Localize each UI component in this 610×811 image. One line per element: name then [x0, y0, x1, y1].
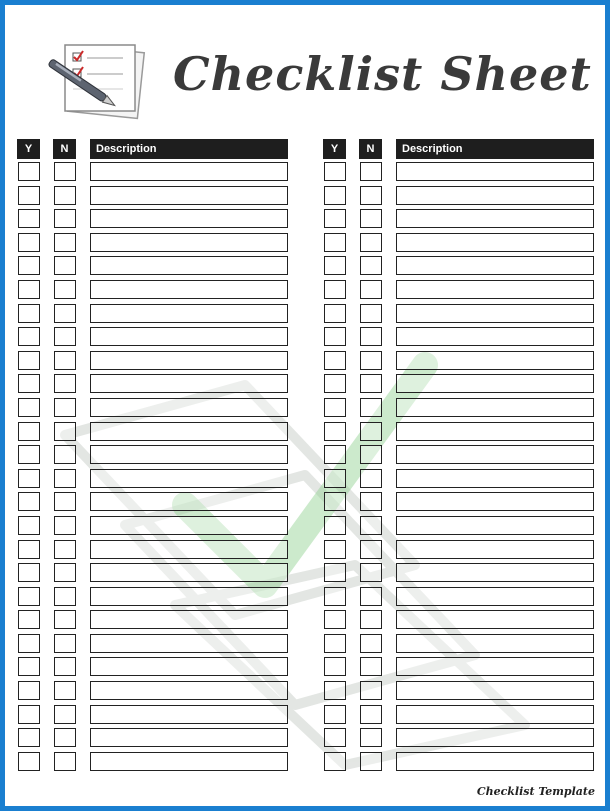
checklist-row [323, 657, 595, 681]
yes-checkbox[interactable] [18, 186, 40, 205]
description-field[interactable] [90, 256, 288, 275]
yes-checkbox[interactable] [324, 351, 346, 370]
description-field[interactable] [90, 233, 288, 252]
yes-checkbox[interactable] [324, 705, 346, 724]
checklist-row [17, 304, 289, 328]
no-checkbox[interactable] [54, 634, 76, 653]
no-checkbox[interactable] [54, 374, 76, 393]
checklist-row [17, 186, 289, 210]
no-checkbox[interactable] [54, 657, 76, 676]
description-field[interactable] [396, 233, 594, 252]
yes-checkbox[interactable] [324, 587, 346, 606]
checklist-row [17, 587, 289, 611]
checklist-row [323, 256, 595, 280]
yes-checkbox[interactable] [324, 752, 346, 771]
description-field[interactable] [396, 186, 594, 205]
description-field[interactable] [90, 563, 288, 582]
no-checkbox[interactable] [360, 162, 382, 181]
checklist-row [17, 374, 289, 398]
notepad-checklist-pen-icon [41, 39, 151, 121]
checklist-row [17, 233, 289, 257]
no-checkbox[interactable] [360, 422, 382, 441]
yes-checkbox[interactable] [18, 563, 40, 582]
yes-checkbox[interactable] [324, 657, 346, 676]
yes-checkbox[interactable] [18, 280, 40, 299]
description-field[interactable] [90, 752, 288, 771]
description-field[interactable] [396, 162, 594, 181]
description-field[interactable] [90, 657, 288, 676]
checklist-row [17, 705, 289, 729]
yes-checkbox[interactable] [324, 186, 346, 205]
yes-checkbox[interactable] [18, 398, 40, 417]
yes-checkbox[interactable] [324, 540, 346, 559]
description-field[interactable] [90, 374, 288, 393]
yes-checkbox[interactable] [18, 752, 40, 771]
description-field[interactable] [396, 728, 594, 747]
yes-column-header: Y [323, 139, 346, 159]
yes-checkbox[interactable] [324, 634, 346, 653]
checklist-row [323, 610, 595, 634]
no-checkbox[interactable] [54, 351, 76, 370]
checklist-row [323, 752, 595, 776]
description-field[interactable] [396, 681, 594, 700]
checklist-rows [323, 162, 595, 775]
checklist-row [323, 540, 595, 564]
no-checkbox[interactable] [360, 304, 382, 323]
yes-checkbox[interactable] [18, 492, 40, 511]
no-checkbox[interactable] [54, 610, 76, 629]
no-checkbox[interactable] [54, 681, 76, 700]
description-field[interactable] [396, 705, 594, 724]
checklist-row [323, 634, 595, 658]
page-header [5, 5, 605, 135]
yes-checkbox[interactable] [18, 304, 40, 323]
checklist-row [323, 563, 595, 587]
checklist-row [17, 445, 289, 469]
no-checkbox[interactable] [360, 705, 382, 724]
no-checkbox[interactable] [54, 398, 76, 417]
no-checkbox[interactable] [360, 351, 382, 370]
no-checkbox[interactable] [54, 256, 76, 275]
description-field[interactable] [396, 469, 594, 488]
description-field[interactable] [396, 280, 594, 299]
checklist-row [17, 398, 289, 422]
checklist-row [17, 610, 289, 634]
checklist-row [323, 705, 595, 729]
checklist-row [323, 398, 595, 422]
description-field[interactable] [90, 280, 288, 299]
description-field[interactable] [396, 540, 594, 559]
description-field[interactable] [396, 752, 594, 771]
no-checkbox[interactable] [54, 752, 76, 771]
checklist-row [17, 728, 289, 752]
no-checkbox[interactable] [54, 587, 76, 606]
yes-checkbox[interactable] [18, 233, 40, 252]
checklist-row [323, 516, 595, 540]
checklist-row [323, 681, 595, 705]
description-field[interactable] [396, 563, 594, 582]
checklist-row [17, 280, 289, 304]
no-checkbox[interactable] [54, 280, 76, 299]
yes-checkbox[interactable] [18, 445, 40, 464]
yes-checkbox[interactable] [324, 209, 346, 228]
checklist-row [323, 280, 595, 304]
description-field[interactable] [90, 705, 288, 724]
yes-checkbox[interactable] [18, 422, 40, 441]
yes-checkbox[interactable] [324, 728, 346, 747]
yes-checkbox[interactable] [18, 587, 40, 606]
description-field[interactable] [90, 304, 288, 323]
description-field[interactable] [396, 422, 594, 441]
description-field[interactable] [396, 587, 594, 606]
yes-checkbox[interactable] [18, 516, 40, 535]
description-field[interactable] [90, 398, 288, 417]
checklist-row [17, 752, 289, 776]
yes-checkbox[interactable] [324, 610, 346, 629]
column-header [323, 139, 595, 159]
description-field[interactable] [90, 492, 288, 511]
checklist-row [323, 445, 595, 469]
no-checkbox[interactable] [360, 634, 382, 653]
yes-checkbox[interactable] [18, 374, 40, 393]
checklist-row [323, 492, 595, 516]
checklist-row [323, 728, 595, 752]
yes-checkbox[interactable] [18, 657, 40, 676]
yes-checkbox[interactable] [18, 351, 40, 370]
checklist-row [17, 209, 289, 233]
no-checkbox[interactable] [54, 422, 76, 441]
no-checkbox[interactable] [360, 681, 382, 700]
checklist-row [323, 209, 595, 233]
yes-checkbox[interactable] [18, 209, 40, 228]
description-field[interactable] [396, 398, 594, 417]
checklist-column-left [17, 139, 289, 775]
yes-checkbox[interactable] [324, 469, 346, 488]
no-checkbox[interactable] [360, 398, 382, 417]
checklist-row [17, 563, 289, 587]
no-checkbox[interactable] [360, 469, 382, 488]
yes-checkbox[interactable] [324, 233, 346, 252]
no-checkbox[interactable] [54, 516, 76, 535]
description-field[interactable] [90, 469, 288, 488]
yes-checkbox[interactable] [18, 681, 40, 700]
no-column-header: N [53, 139, 76, 159]
yes-column-header: Y [17, 139, 40, 159]
no-checkbox[interactable] [360, 657, 382, 676]
no-checkbox[interactable] [360, 256, 382, 275]
no-checkbox[interactable] [54, 728, 76, 747]
yes-checkbox[interactable] [18, 256, 40, 275]
yes-checkbox[interactable] [324, 374, 346, 393]
yes-checkbox[interactable] [18, 469, 40, 488]
description-field[interactable] [396, 327, 594, 346]
yes-checkbox[interactable] [324, 327, 346, 346]
checklist-row [17, 516, 289, 540]
no-checkbox[interactable] [360, 233, 382, 252]
description-column-header: Description [396, 139, 594, 159]
checklist-row [323, 587, 595, 611]
yes-checkbox[interactable] [324, 516, 346, 535]
description-field[interactable] [90, 587, 288, 606]
checklist-row [17, 657, 289, 681]
description-field[interactable] [90, 681, 288, 700]
description-field[interactable] [90, 186, 288, 205]
no-checkbox[interactable] [54, 304, 76, 323]
column-header [17, 139, 289, 159]
no-checkbox[interactable] [54, 469, 76, 488]
checklist-row [17, 256, 289, 280]
no-checkbox[interactable] [360, 445, 382, 464]
yes-checkbox[interactable] [18, 162, 40, 181]
description-field[interactable] [396, 492, 594, 511]
description-field[interactable] [90, 209, 288, 228]
description-field[interactable] [396, 657, 594, 676]
checklist-row [323, 469, 595, 493]
description-field[interactable] [90, 610, 288, 629]
description-field[interactable] [396, 610, 594, 629]
yes-checkbox[interactable] [324, 304, 346, 323]
description-field[interactable] [396, 445, 594, 464]
no-checkbox[interactable] [360, 752, 382, 771]
yes-checkbox[interactable] [324, 445, 346, 464]
yes-checkbox[interactable] [18, 327, 40, 346]
description-field[interactable] [396, 516, 594, 535]
no-checkbox[interactable] [360, 186, 382, 205]
checklist-row [323, 351, 595, 375]
checklist-row [323, 233, 595, 257]
no-checkbox[interactable] [54, 445, 76, 464]
yes-checkbox[interactable] [324, 162, 346, 181]
yes-checkbox[interactable] [18, 610, 40, 629]
description-field[interactable] [396, 351, 594, 370]
yes-checkbox[interactable] [18, 634, 40, 653]
no-checkbox[interactable] [360, 516, 382, 535]
checklist-row [17, 540, 289, 564]
no-column-header: N [359, 139, 382, 159]
description-field[interactable] [90, 327, 288, 346]
yes-checkbox[interactable] [324, 681, 346, 700]
no-checkbox[interactable] [360, 280, 382, 299]
checklist-row [323, 327, 595, 351]
yes-checkbox[interactable] [324, 256, 346, 275]
description-field[interactable] [90, 516, 288, 535]
no-checkbox[interactable] [360, 492, 382, 511]
no-checkbox[interactable] [360, 587, 382, 606]
checklist-row [17, 492, 289, 516]
yes-checkbox[interactable] [18, 728, 40, 747]
description-field[interactable] [396, 209, 594, 228]
checklist-row [323, 186, 595, 210]
no-checkbox[interactable] [54, 186, 76, 205]
no-checkbox[interactable] [54, 492, 76, 511]
checklist-row [17, 327, 289, 351]
checklist-row [323, 422, 595, 446]
no-checkbox[interactable] [54, 705, 76, 724]
description-column-header: Description [90, 139, 288, 159]
no-checkbox[interactable] [360, 540, 382, 559]
checklist-row [17, 422, 289, 446]
description-field[interactable] [396, 304, 594, 323]
yes-checkbox[interactable] [324, 492, 346, 511]
no-checkbox[interactable] [54, 233, 76, 252]
footer-label: Checklist Template [476, 785, 595, 798]
yes-checkbox[interactable] [18, 540, 40, 559]
no-checkbox[interactable] [360, 327, 382, 346]
checklist-rows [17, 162, 289, 775]
description-field[interactable] [90, 728, 288, 747]
no-checkbox[interactable] [360, 728, 382, 747]
checklist-row [17, 351, 289, 375]
no-checkbox[interactable] [54, 563, 76, 582]
no-checkbox[interactable] [54, 540, 76, 559]
description-field[interactable] [396, 256, 594, 275]
description-field[interactable] [396, 634, 594, 653]
description-field[interactable] [90, 162, 288, 181]
description-field[interactable] [90, 351, 288, 370]
yes-checkbox[interactable] [18, 705, 40, 724]
checklist-row [323, 304, 595, 328]
description-field[interactable] [90, 634, 288, 653]
yes-checkbox[interactable] [324, 422, 346, 441]
description-field[interactable] [90, 422, 288, 441]
description-field[interactable] [396, 374, 594, 393]
no-checkbox[interactable] [54, 209, 76, 228]
yes-checkbox[interactable] [324, 563, 346, 582]
page-title: Checklist Sheet [173, 47, 592, 101]
checklist-row [17, 681, 289, 705]
no-checkbox[interactable] [54, 162, 76, 181]
checklist-row [323, 162, 595, 186]
description-field[interactable] [90, 540, 288, 559]
no-checkbox[interactable] [360, 563, 382, 582]
description-field[interactable] [90, 445, 288, 464]
no-checkbox[interactable] [360, 374, 382, 393]
checklist-row [17, 634, 289, 658]
checklist-row [17, 469, 289, 493]
checklist-row [17, 162, 289, 186]
checklist-row [323, 374, 595, 398]
checklist-column-right [323, 139, 595, 775]
yes-checkbox[interactable] [324, 398, 346, 417]
no-checkbox[interactable] [360, 209, 382, 228]
no-checkbox[interactable] [54, 327, 76, 346]
yes-checkbox[interactable] [324, 280, 346, 299]
no-checkbox[interactable] [360, 610, 382, 629]
